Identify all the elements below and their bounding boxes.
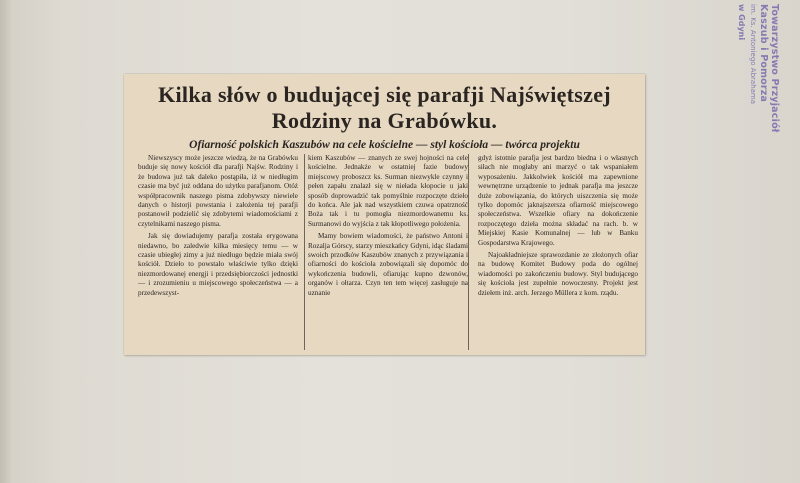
article-paragraph: Najoakładniejsze sprawozdanie ze złożonych ofiar na budowę Komitet Budowy poda do ogólnej wiadomości po zakończeniu budowy. Styl budującego się kościoła jest zupełnie nowoczesny. Projekt jest dziełem inż. arch. Jerzego Müllera z kom. rządu.	[478, 251, 638, 297]
stamp-line-3: w Gdyni	[737, 4, 746, 41]
article-subheadline: Ofiarność polskich Kaszubów na cele kościelne — styl kościoła — twórca projektu	[189, 139, 580, 151]
article-column-1	[138, 154, 298, 350]
stamp-line-1: Towarzystwo Przyjaciół Kaszub i Pomorza	[758, 4, 780, 133]
page-edge	[0, 0, 14, 483]
article-paragraph: gdyż istotnie parafja jest bardzo biedna i o własnych siłach nie mogłaby ani marzyć o tak wspaniałem wyposażeniu. Jakkolwiek kościół ma zapewnione wewnętrzne urządzenie to jednak parafja ma jeszcze duże zobowiązania, do których uiszczenia się może tylko dopomóc jaknajszersza ofiarność miejscowego społeczeństwa. Wszelkie ofiary na dokończenie rozpoczętego dzieła można składać na rach. b. w Miejskiej Kasie Komunalnej — lub w Banku Gospodarstwa Krajowego.	[478, 154, 638, 247]
article-headline: Kilka słów o budującej się parafji Najświętszej Rodziny na Grabówku.	[158, 82, 611, 133]
newspaper-clipping	[124, 74, 645, 355]
article-paragraph: kiem Kaszubów — znanych ze swej hojności na cele kościelne. Jednakże w ostatniej fazie budowy miejscowy proboszcz ks. Surman niezwykle czynny i pełen zapału znalazł się w niełada kłopocie u jaki sposób doprowadzić tak pomyślnie rozpoczęte dzieło do końca. Ale jak nad wszystkiem czuwa opatrzność Boża tak i tu pomogła niezmordowanemu ks. Surmanowi do wyjścia z tak kłopotliwego położenia.	[308, 154, 468, 228]
article-paragraph: Mamy bowiem wiadomości, że państwo Antoni i Rozalja Górscy, starzy mieszkańcy Gdyni, idąc śladami swoich przodków Kaszubów znanych z przywiązania i ofiarności do kościoła zobowiązali się dopomóc do wykończenia budowli, ofiarując kupno dzwonów, organów i ołtarza. Czyn ten tem więcej zasługuje na uznanie	[308, 232, 469, 297]
article-paragraph: Jak się dowiadujemy parafja została erygowana niedawno, bo zaledwie kilka miesięcy temu — w czasie ubiegłej zimy a już niedługo będzie miała swój kościół. Dzieło to powstało właściwie tylko dzięki niezmordowanej energji i przedsiębiorczości jednostki — i zrozumieniu u miejscowego społeczeństwa — a przedewszyst-	[138, 232, 298, 297]
article-paragraph: Niewszyscy może jeszcze wiedzą, że na Grabówku buduje się nowy kościół dla parafji Najśw. Rodziny i że budowa już tak daleko postąpiła, iż w niedługim czasie ma być już oddana do użytku parafjanom. Otóż współpracownik naszego pisma zdobywszy niewiele danych o historji powstania i założenia tej parafji postanowił podzielić się zdobytemi wiadomościami z czytelnikami naszego pisma.	[138, 154, 298, 228]
article-column-2	[308, 154, 468, 350]
article-column-3	[478, 154, 638, 350]
article-columns	[138, 154, 638, 350]
library-stamp	[738, 4, 780, 174]
stamp-line-2: im. Ks. Antoniego Abrahama	[749, 4, 757, 105]
